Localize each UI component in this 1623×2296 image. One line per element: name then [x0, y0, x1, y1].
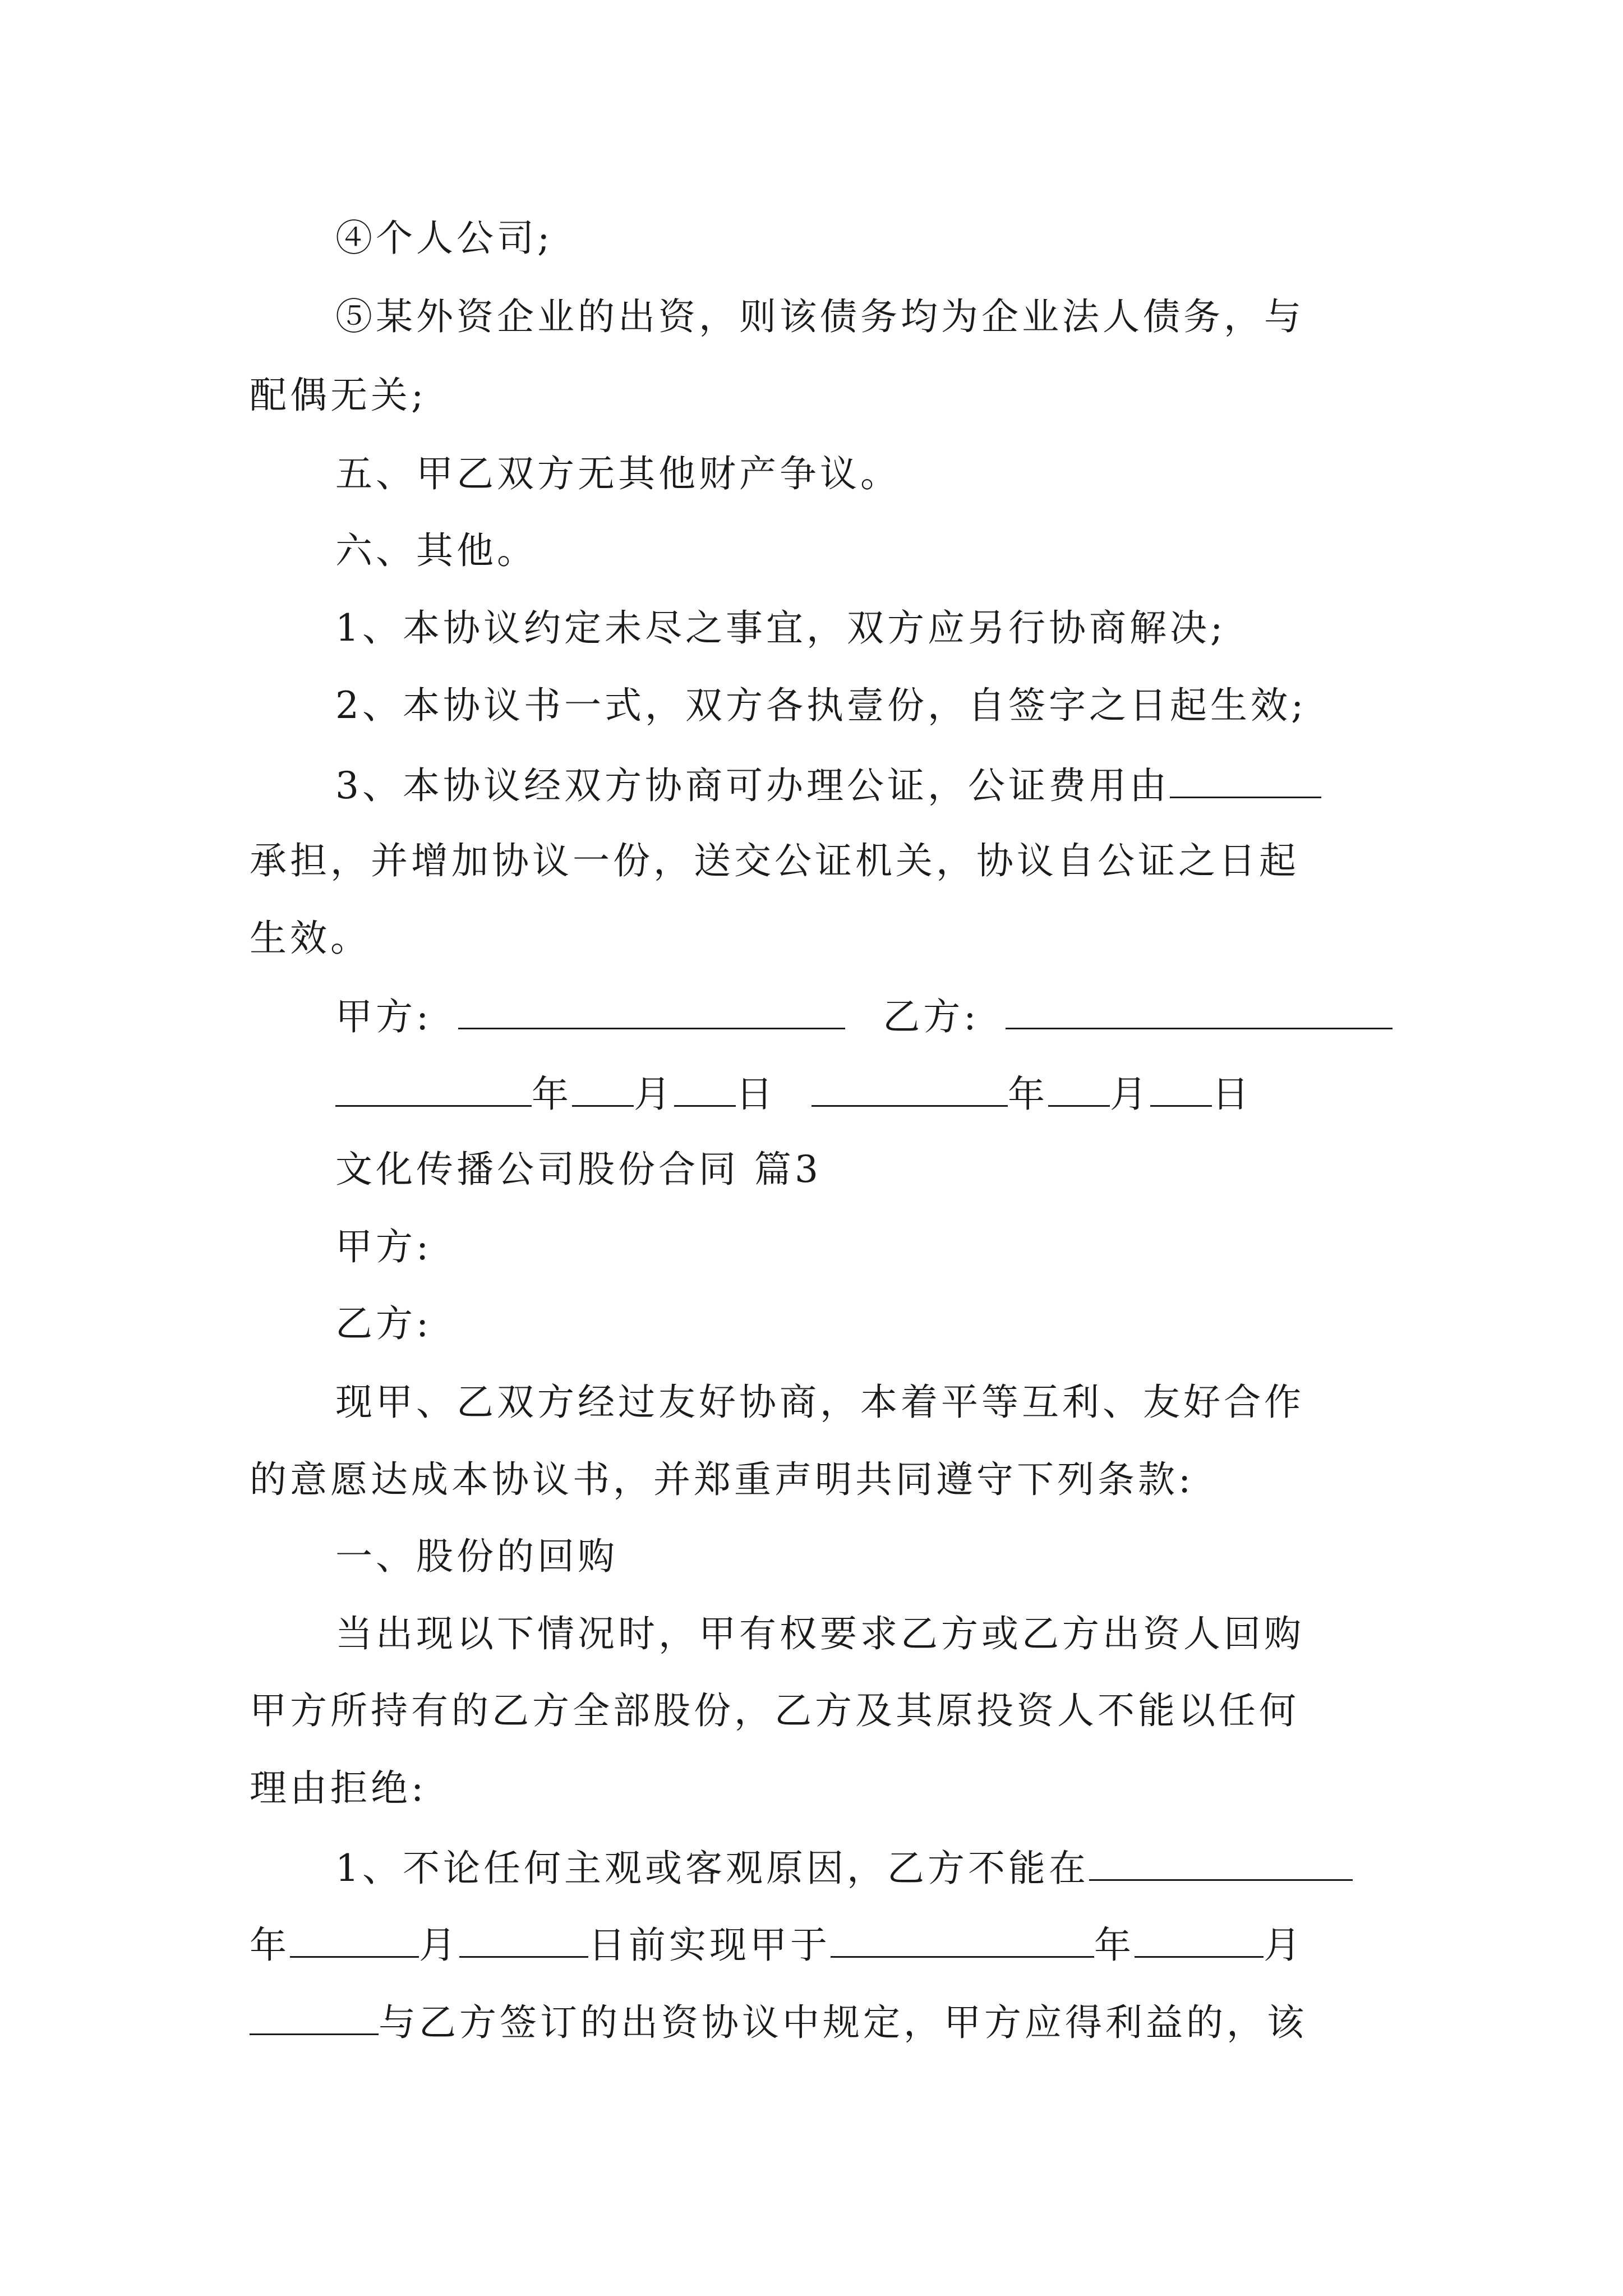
text-segment: 年 — [1094, 1924, 1135, 1967]
day-blank[interactable] — [1150, 1070, 1212, 1107]
text-segment: 日前实现甲于 — [588, 1924, 831, 1967]
text-line: 的意愿达成本协议书，并郑重声明共同遵守下列条款: — [250, 1458, 1195, 1501]
text-line: ④个人公司; — [335, 217, 554, 260]
fill-blank[interactable] — [1170, 762, 1321, 798]
fill-blank[interactable] — [1089, 1844, 1353, 1881]
party-a-sign-label: 甲方: — [335, 995, 432, 1038]
text-line — [250, 1921, 1304, 1966]
text-line: 当出现以下情况时，甲有权要求乙方或乙方出资人回购 — [335, 1612, 1304, 1655]
text-segment: 与乙方签订的出资协议中规定，甲方应得利益的，该 — [379, 2001, 1307, 2044]
day-label: 日 — [736, 1073, 776, 1116]
fill-blank[interactable] — [459, 1921, 588, 1958]
text-line — [335, 762, 1321, 807]
text-line — [250, 1999, 1307, 2044]
party-b-sign-blank[interactable] — [1006, 993, 1393, 1029]
text-line: 理由拒绝: — [250, 1766, 427, 1810]
text-line: 2、本协议书一式，双方各执壹份，自签字之日起生效; — [335, 684, 1307, 727]
text-line: 六、其他。 — [335, 529, 537, 572]
text-segment: 3、本协议经双方协商可办理公证，公证费用由 — [335, 764, 1170, 807]
year-label: 年 — [1007, 1073, 1048, 1116]
party-b-label: 乙方: — [335, 1302, 432, 1345]
text-line — [335, 1844, 1353, 1889]
text-segment: 年 — [250, 1924, 290, 1967]
text-line: 甲方所持有的乙方全部股份，乙方及其原投资人不能以任何 — [250, 1689, 1299, 1732]
text-line: 承担，并增加协议一份，送交公证机关，协议自公证之日起 — [250, 839, 1299, 882]
text-line: 五、甲乙双方无其他财产争议。 — [335, 452, 901, 495]
text-segment: 月 — [1264, 1924, 1304, 1967]
fill-blank[interactable] — [290, 1921, 419, 1958]
month-blank[interactable] — [1048, 1070, 1110, 1107]
month-blank[interactable] — [572, 1070, 634, 1107]
fill-blank[interactable] — [1135, 1921, 1264, 1958]
heading: 一、股份的回购 — [335, 1535, 618, 1578]
text-line: 配偶无关; — [250, 374, 427, 417]
fill-blank[interactable] — [831, 1921, 1094, 1958]
signature-row — [335, 993, 1393, 1038]
day-blank[interactable] — [674, 1070, 736, 1107]
party-b-sign-label: 乙方: — [883, 995, 980, 1038]
fill-blank[interactable] — [250, 1999, 379, 2035]
date-row — [335, 1070, 1252, 1115]
day-label: 日 — [1211, 1073, 1252, 1116]
text-line: 现甲、乙双方经过友好协商，本着平等互利、友好合作 — [335, 1381, 1304, 1424]
year-blank[interactable] — [811, 1070, 1008, 1107]
year-label: 年 — [532, 1073, 572, 1116]
text-segment: 1、不论任何主观或客观原因，乙方不能在 — [335, 1847, 1089, 1890]
month-label: 月 — [634, 1073, 674, 1116]
text-line: 1、本协议约定未尽之事宜，双方应另行协商解决; — [335, 606, 1227, 650]
text-line: ⑤某外资企业的出资，则该债务均为企业法人债务，与 — [335, 295, 1304, 338]
section-title: 文化传播公司股份合同 篇3 — [335, 1148, 822, 1191]
month-label: 月 — [1109, 1073, 1150, 1116]
text-segment: 月 — [419, 1924, 459, 1967]
year-blank[interactable] — [335, 1070, 532, 1107]
party-a-label: 甲方: — [335, 1225, 432, 1268]
text-line: 生效。 — [250, 917, 371, 960]
party-a-sign-blank[interactable] — [458, 993, 845, 1029]
